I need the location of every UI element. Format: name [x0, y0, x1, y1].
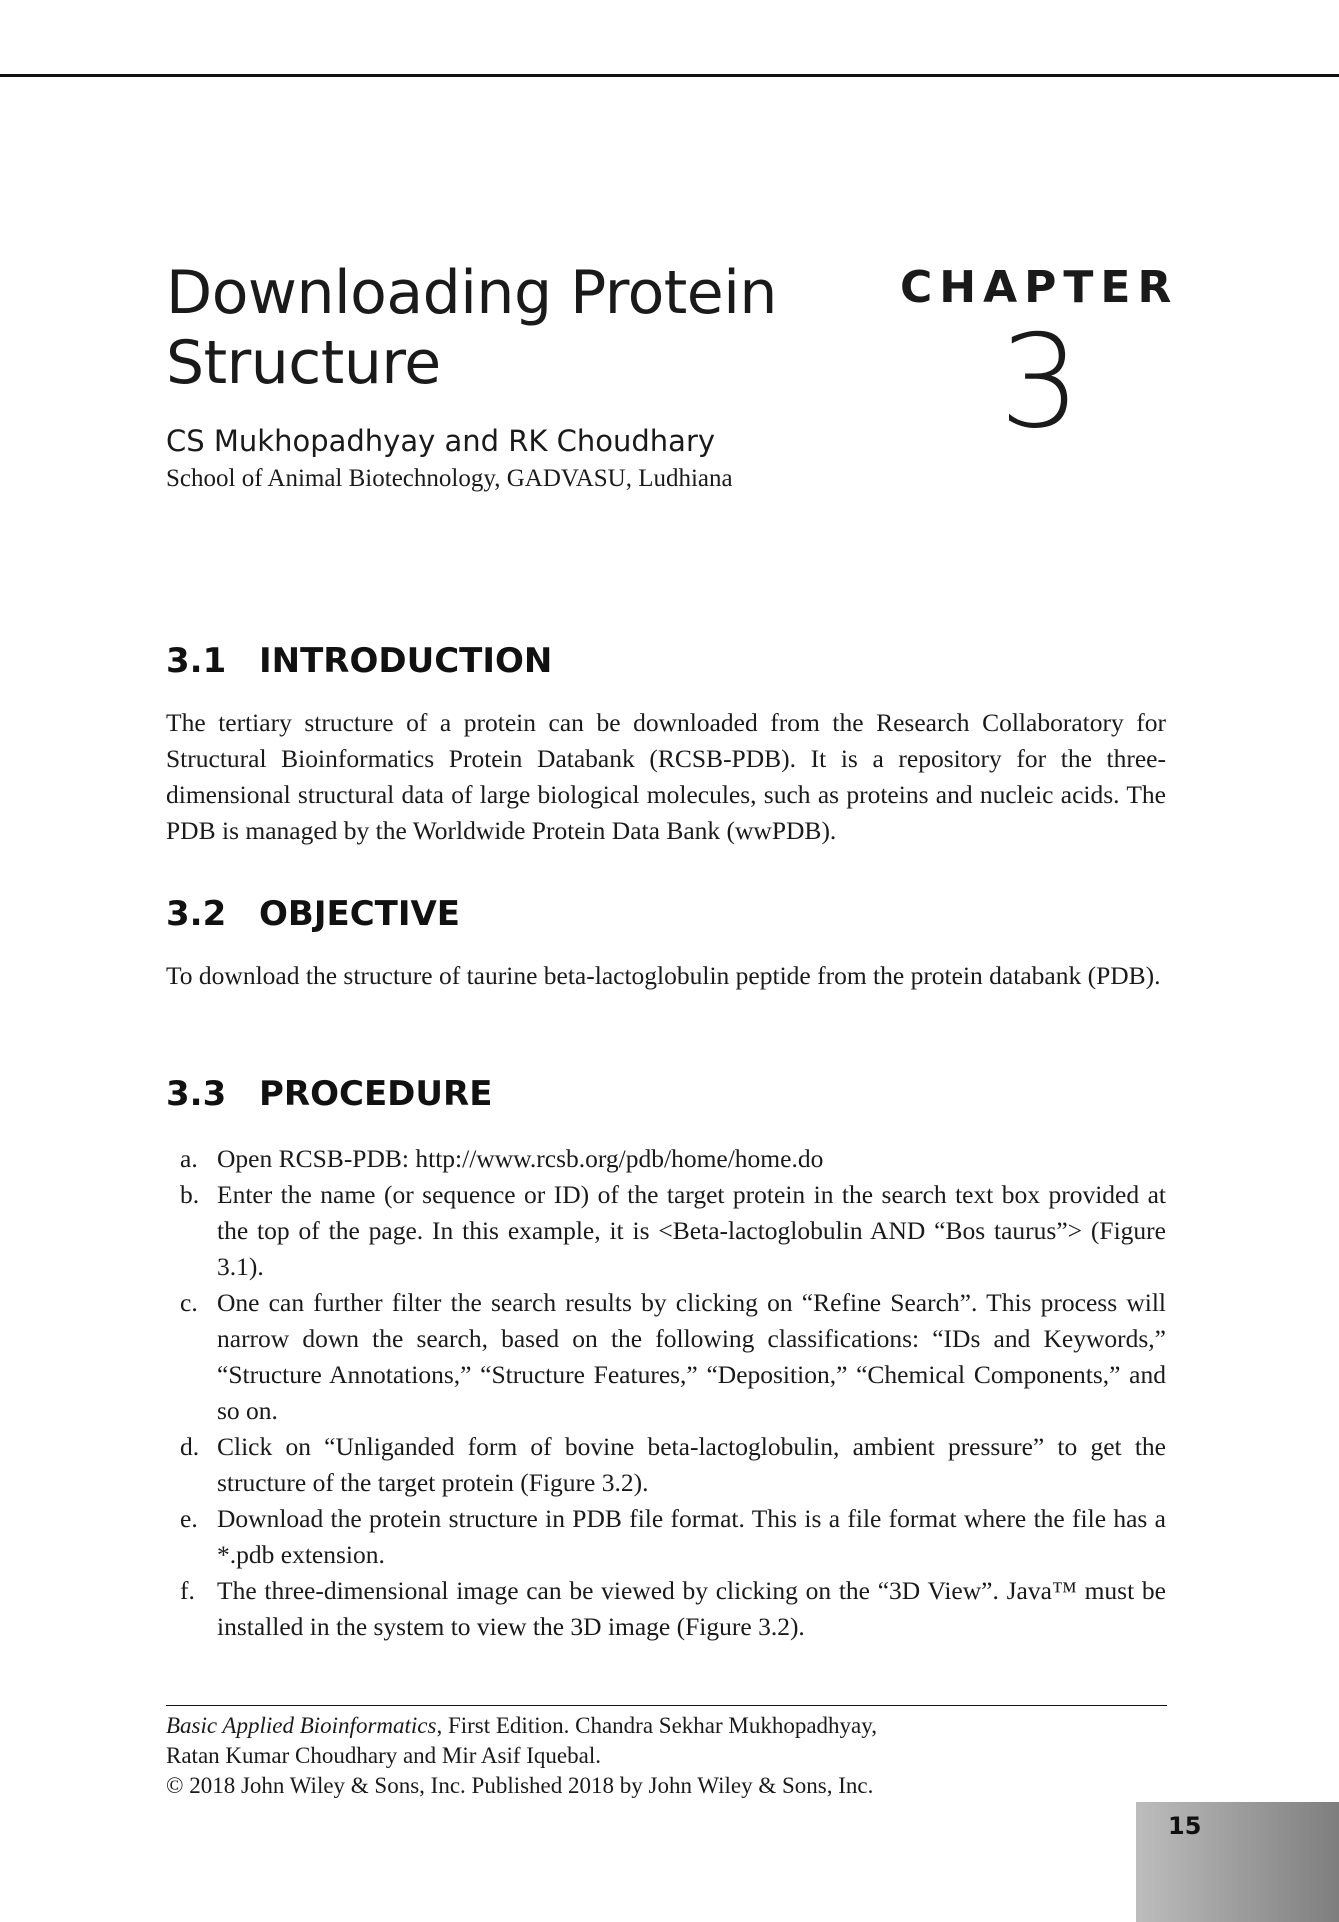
- step-text: One can further filter the search results by clicking on “Refine Search”. This process will narrow down the search, based on the following classifications: “IDs and Keywords,” “Structure Annotations,” “Structure Features,” “Deposition,” “Chemical Components,” and so on.: [217, 1288, 1166, 1425]
- chapter-title-line2: Structure: [166, 328, 441, 398]
- section-number: 3.3: [166, 1074, 227, 1114]
- book-title: Basic Applied Bioinformatics: [166, 1713, 437, 1738]
- section-number: 3.1: [166, 641, 227, 681]
- introduction-paragraph: The tertiary structure of a protein can be downloaded from the Research Collaboratory for Structural Bioinformatics Protein Databank (RCSB-PDB). It is a repository for the three-dimensional structural data of large biological molecules, such as proteins and nucleic acids. The PDB is managed by the Worldwide Protein Data Bank (wwPDB).: [166, 708, 1166, 845]
- footer-line-1: [166, 1711, 1166, 1741]
- step-text: Download the protein structure in PDB file format. This is a file format where the file has a *.pdb extension.: [217, 1504, 1166, 1569]
- step-text: Click on “Unliganded form of bovine beta-lactoglobulin, ambient pressure” to get the structure of the target protein (Figure 3.2).: [217, 1432, 1166, 1497]
- step-text: Enter the name (or sequence or ID) of the target protein in the search text box provided at the top of the page. In this example, it is <Beta-lactoglobulin AND “Bos taurus”> (Figure 3.1).: [217, 1180, 1166, 1281]
- section-heading-introduction: [166, 641, 552, 681]
- procedure-step: [166, 1177, 1166, 1285]
- objective-paragraph: To download the structure of taurine beta-lactoglobulin peptide from the protein databank (PDB).: [166, 961, 1161, 990]
- step-text: The three-dimensional image can be viewed by clicking on the “3D View”. Java™ must be installed in the system to view the 3D image (Figure 3.2).: [217, 1576, 1166, 1641]
- procedure-list: [166, 1141, 1166, 1645]
- step-marker: c.: [180, 1288, 198, 1317]
- section-heading-procedure: [166, 1074, 492, 1114]
- step-marker: e.: [180, 1504, 198, 1533]
- section-heading-objective: [166, 894, 460, 934]
- chapter-label: CHAPTER: [900, 262, 1179, 313]
- procedure-step: [166, 1429, 1166, 1501]
- procedure-step: [166, 1141, 1166, 1177]
- chapter-number: 3: [999, 308, 1081, 457]
- chapter-title-line1: Downloading Protein: [166, 258, 777, 328]
- page-number-tab: [1136, 1802, 1339, 1922]
- section-title: OBJECTIVE: [259, 894, 461, 934]
- step-marker: b.: [180, 1180, 200, 1209]
- step-marker: a.: [180, 1144, 198, 1173]
- chapter-authors: CS Mukhopadhyay and RK Choudhary: [166, 424, 716, 458]
- chapter-title: [166, 258, 866, 398]
- copyright-footer: [166, 1711, 1166, 1801]
- footer-edition-authors: , First Edition. Chandra Sekhar Mukhopadhyay,: [436, 1713, 878, 1738]
- top-rule: [0, 74, 1339, 77]
- procedure-step: [166, 1285, 1166, 1429]
- section-number: 3.2: [166, 894, 227, 934]
- step-marker: f.: [180, 1576, 195, 1605]
- footer-copyright: © 2018 John Wiley & Sons, Inc. Published 2018 by John Wiley & Sons, Inc.: [166, 1773, 874, 1798]
- author-affiliation: School of Animal Biotechnology, GADVASU, Ludhiana: [166, 465, 733, 492]
- step-marker: d.: [180, 1432, 200, 1461]
- procedure-step: [166, 1573, 1166, 1645]
- procedure-step: [166, 1501, 1166, 1573]
- page-number: 15: [1168, 1812, 1202, 1840]
- section-title: INTRODUCTION: [259, 641, 553, 681]
- footer-line-2: Ratan Kumar Choudhary and Mir Asif Iquebal.: [166, 1743, 601, 1768]
- section-title: PROCEDURE: [259, 1074, 493, 1114]
- footer-rule: [166, 1705, 1167, 1706]
- step-text: Open RCSB-PDB: http://www.rcsb.org/pdb/home/home.do: [217, 1144, 824, 1173]
